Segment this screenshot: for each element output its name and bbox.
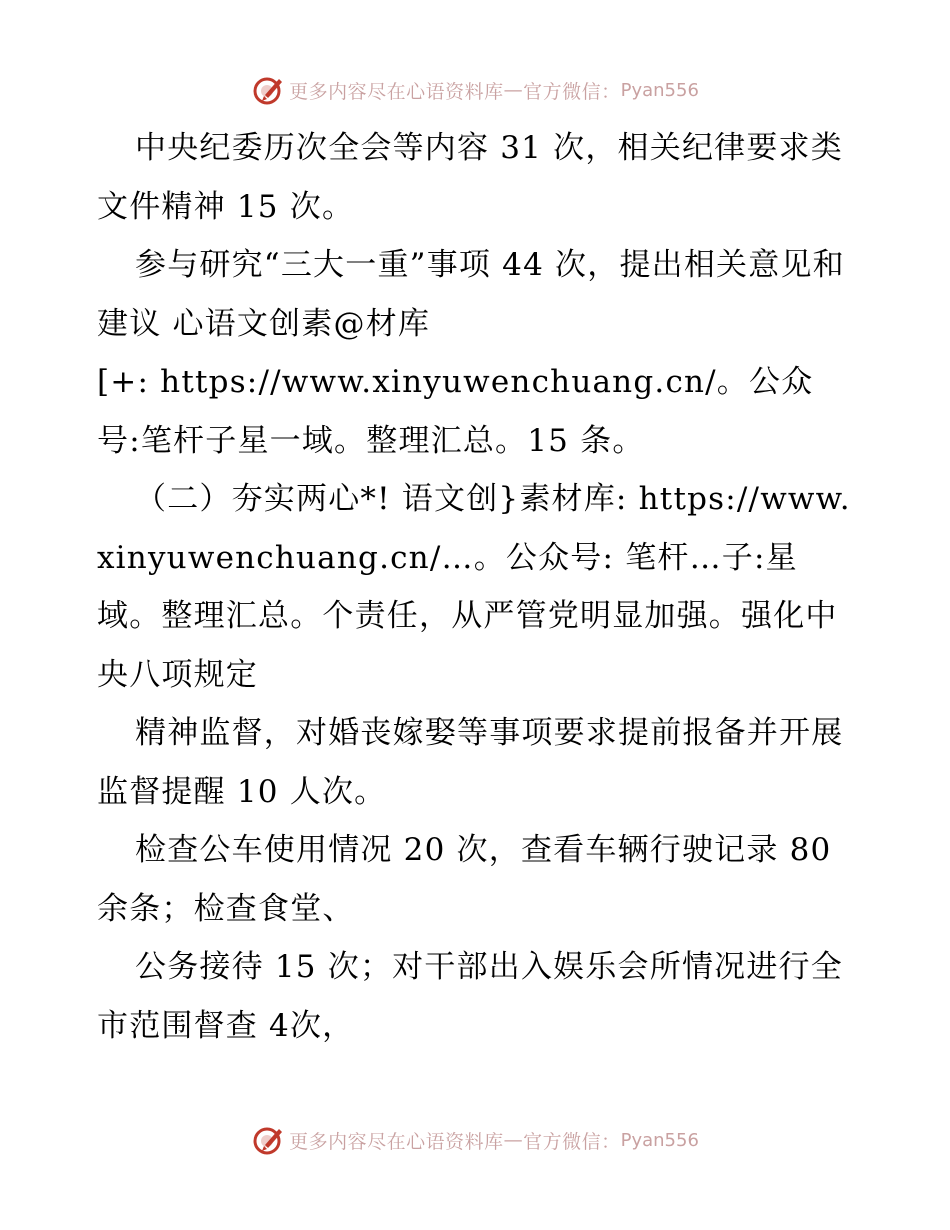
banner-wechat-label: 官方微信： [523,80,621,103]
paragraph-6: 检查公车使用情况 20 次，查看车辆行驶记录 80 余条；检查食堂、 [97,832,843,927]
header-banner [0,70,950,110]
footer-banner [0,1120,950,1160]
footer-banner-wechat-label: 官方微信： [523,1130,621,1153]
paragraph-5: 精神监督，对婚丧嫁娶等事项要求提前报备并开展监督提醒 10 人次。 [97,715,844,810]
banner-wechat-id: Pyan556 [620,79,699,101]
seal-pen-icon [251,1123,285,1157]
document-body [97,119,857,1055]
footer-banner-dash: — [503,1129,524,1151]
paragraph-3: [+: https://www.xinyuwenchuang.cn/。公众号:笔杆子星一域。整理汇总。15 条。 [97,364,814,459]
paragraph-7: 公务接待 15 次；对干部出入娱乐会所情况进行全市范围督查 4次， [97,949,843,1044]
paragraph-1: 中央纪委历次全会等内容 31 次，相关纪律要求类文件精神 15 次。 [97,130,843,225]
footer-banner-title: 更多内容尽在心语资料库 [289,1130,504,1153]
banner-title: 更多内容尽在心语资料库 [289,80,504,103]
paragraph-4: （二）夯实两心*! 语文创}素材库: https://www.xinyuwenchuang.cn/…。公众号: 笔杆…子:星域。整理汇总。个责任，从严管党明显加强。强化中央八项规定 [97,481,851,693]
seal-pen-icon [251,73,285,107]
footer-banner-wechat-id: Pyan556 [620,1129,699,1151]
banner-dash: — [503,79,524,101]
paragraph-2: 参与研究“三大一重”事项 44 次，提出相关意见和建议 心语文创素@材库 [97,247,845,342]
